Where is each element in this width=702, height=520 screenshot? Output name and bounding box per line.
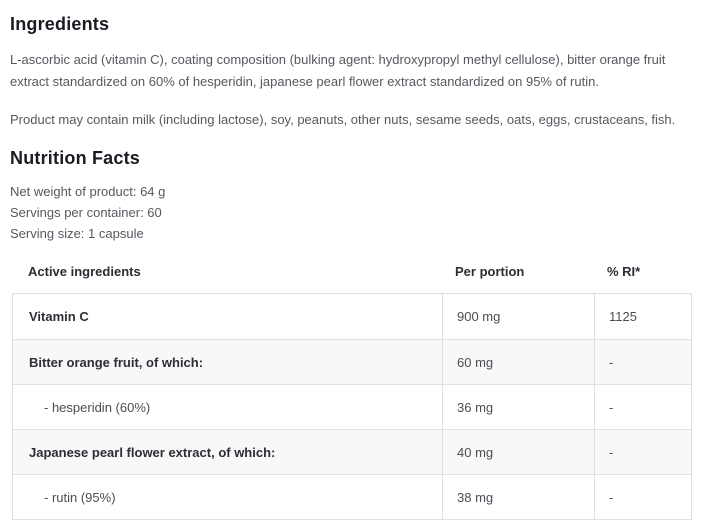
servings-per-container-text: Servings per container: 60 bbox=[10, 205, 162, 220]
ingredients-title: Ingredients bbox=[10, 14, 110, 34]
table-row-vitamin-c bbox=[13, 294, 691, 339]
net-weight-text: Net weight of product: 64 g bbox=[10, 184, 166, 199]
nutrition-table-header bbox=[12, 258, 690, 284]
ingredient-name: - hesperidin (60%) bbox=[44, 399, 151, 415]
nutrition-table-section bbox=[12, 258, 692, 520]
table-row-japanese-pearl-flower bbox=[13, 429, 691, 474]
allergen-notice-text: Product may contain milk (including lactose), soy, peanuts, other nuts, sesame seeds, oats, eggs, crustaceans, fish. bbox=[10, 112, 676, 127]
ingredient-name: Japanese pearl flower extract, of which: bbox=[29, 444, 276, 460]
ingredient-name: Vitamin C bbox=[29, 309, 89, 324]
serving-details bbox=[10, 181, 692, 244]
per-portion-value: 38 mg bbox=[442, 475, 594, 519]
nutrition-facts-title: Nutrition Facts bbox=[10, 148, 141, 168]
ri-value: - bbox=[594, 385, 691, 429]
per-portion-value: 60 mg bbox=[442, 340, 594, 384]
column-header-per-portion: Per portion bbox=[455, 263, 525, 279]
per-portion-value: 40 mg bbox=[442, 430, 594, 474]
table-row-rutin bbox=[13, 474, 691, 519]
ingredient-name: Bitter orange fruit, of which: bbox=[29, 354, 204, 370]
ri-value: - bbox=[594, 340, 691, 384]
ingredient-name: - rutin (95%) bbox=[44, 489, 116, 505]
ingredients-composition-text: L-ascorbic acid (vitamin C), coating composition (bulking agent: hydroxypropyl methyl cellulose), bitter orange fruit extract standardized on 60% of hesperidin, japanese pearl flower extract standardized on 95% of rutin. bbox=[10, 52, 666, 89]
ri-value: - bbox=[594, 430, 691, 474]
column-header-ri: % RI* bbox=[607, 263, 641, 279]
per-portion-value: 900 mg bbox=[442, 294, 594, 339]
column-header-active-ingredients: Active ingredients bbox=[28, 263, 141, 279]
table-row-bitter-orange bbox=[13, 339, 691, 384]
ri-value: 1125 bbox=[594, 294, 691, 339]
serving-size-text: Serving size: 1 capsule bbox=[10, 226, 144, 241]
nutrition-table bbox=[12, 293, 692, 520]
per-portion-value: 36 mg bbox=[442, 385, 594, 429]
ri-value: - bbox=[594, 475, 691, 519]
table-row-hesperidin bbox=[13, 384, 691, 429]
